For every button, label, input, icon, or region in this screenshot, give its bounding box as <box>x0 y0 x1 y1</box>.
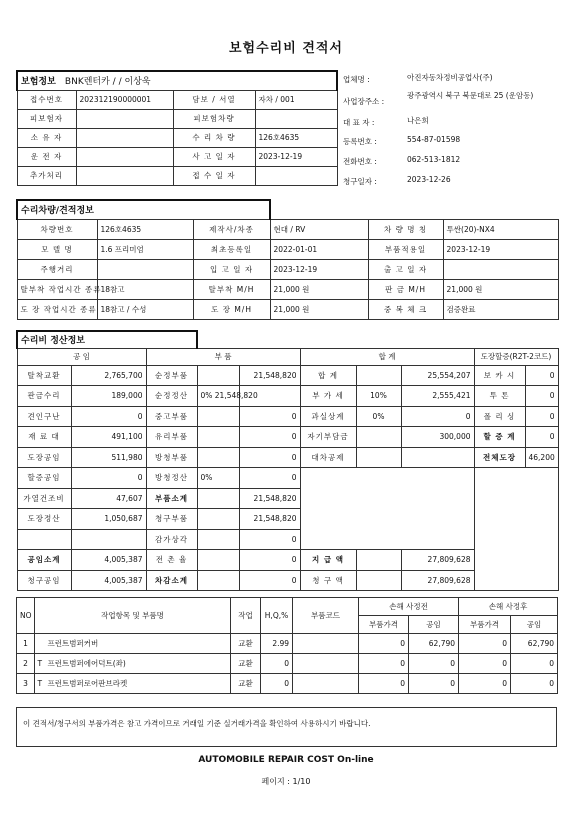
vehicle-value: 21,000 원 <box>443 279 558 299</box>
labor-label: 할증공임 <box>17 468 71 489</box>
labor-label: 판금수리 <box>17 386 71 407</box>
parts-label: 중고부품 <box>146 406 197 427</box>
col-before-price: 부품가격 <box>359 616 409 634</box>
footer-title: AUTOMOBILE REPAIR COST On-line <box>198 755 374 765</box>
item-after-labor: 0 <box>511 654 558 674</box>
business-value: 광주광역시 북구 북문대로 25 (운암동) <box>407 91 534 100</box>
parts-label: 유리부품 <box>146 427 197 448</box>
labor-value: 1,050,687 <box>71 509 146 530</box>
parts-value: 21,548,820 <box>239 365 300 386</box>
item-name: 프런트범퍼에어덕트(좌) <box>45 654 231 674</box>
vehicle-label: 판 금 M/H <box>368 279 443 299</box>
vehicle-row <box>17 279 558 299</box>
totals-rate <box>356 550 401 571</box>
vehicle-label: 차 량 명 칭 <box>368 219 443 239</box>
vehicle-row <box>17 239 558 259</box>
labor-label: 도장공임 <box>17 447 71 468</box>
col-work: 작업 <box>231 598 261 634</box>
vehicle-value: 126호4635 <box>97 219 193 239</box>
parts-label: 부품소계 <box>146 488 197 509</box>
labor-value: 511,980 <box>71 447 146 468</box>
paint-value: 46,200 <box>525 447 558 468</box>
vehicle-value: 18참고 / 수성 <box>97 299 193 319</box>
vehicle-label: 탈부착 M/H <box>193 279 270 299</box>
insurance-label: 운 전 자 <box>17 147 76 166</box>
insurance-value <box>76 147 173 166</box>
totals-value: 0 <box>401 406 474 427</box>
parts-value: 21,548,820 <box>239 509 300 530</box>
item-row <box>17 634 558 654</box>
item-no: 3 <box>17 674 35 694</box>
vehicle-label: 주행거리 <box>17 259 97 279</box>
col-name: 작업항목 및 부품명 <box>35 598 231 634</box>
item-before-labor: 0 <box>409 654 459 674</box>
insurance-label: 접수번호 <box>17 90 76 109</box>
item-row <box>17 654 558 674</box>
parts-value: 0 <box>239 529 300 550</box>
totals-label: 자기부담금 <box>300 427 356 448</box>
item-flag <box>35 634 45 654</box>
cost-section-label: 수리비 정산정보 <box>17 331 197 348</box>
insurance-label: 담보 / 서열 <box>173 90 255 109</box>
labor-value: 47,607 <box>71 488 146 509</box>
totals-rate <box>356 447 401 468</box>
parts-rate <box>197 447 239 468</box>
vehicle-value: 2022-01-01 <box>270 239 368 259</box>
item-after-labor: 0 <box>511 674 558 694</box>
insurance-section-label: 보험정보 <box>21 77 56 88</box>
parts-label: 감가상각 <box>146 529 197 550</box>
item-flag: T <box>35 654 45 674</box>
cost-row <box>17 406 558 427</box>
col-code: 부품코드 <box>293 598 359 634</box>
insurance-row <box>17 90 337 109</box>
col-before: 손해 사정전 <box>359 598 459 616</box>
col-after-price: 부품가격 <box>459 616 511 634</box>
insurance-value: 자차 / 001 <box>255 90 337 109</box>
insurance-table <box>16 70 338 186</box>
vehicle-label: 중 복 체 크 <box>368 299 443 319</box>
parts-rate <box>197 406 239 427</box>
parts-rate <box>197 570 239 591</box>
insurance-value <box>76 128 173 147</box>
insurance-label: 피보험자 <box>17 109 76 128</box>
insurance-company-value: BNK렌터카 / / 이상욱 <box>64 77 151 88</box>
paint-value: 0 <box>525 365 558 386</box>
vehicle-label: 출 고 일 자 <box>368 259 443 279</box>
item-hq: 0 <box>261 674 293 694</box>
paint-value: 0 <box>525 386 558 407</box>
item-hq: 0 <box>261 654 293 674</box>
item-before-labor: 62,790 <box>409 634 459 654</box>
insurance-row <box>17 128 337 147</box>
labor-value: 491,100 <box>71 427 146 448</box>
item-before-price: 0 <box>359 634 409 654</box>
parts-value: 0 <box>239 447 300 468</box>
labor-value: 189,000 <box>71 386 146 407</box>
totals-value: 300,000 <box>401 427 474 448</box>
business-label: 등록번호 : <box>343 137 377 146</box>
insurance-value: 202312190000001 <box>76 90 173 109</box>
col-before-labor: 공임 <box>409 616 459 634</box>
item-hq: 2.99 <box>261 634 293 654</box>
insurance-value <box>76 166 173 185</box>
labor-value <box>71 529 146 550</box>
labor-label: 도장정산 <box>17 509 71 530</box>
vehicle-label: 차량번호 <box>17 219 97 239</box>
parts-rate <box>197 509 239 530</box>
items-table <box>16 597 558 694</box>
insurance-value: 126호4635 <box>255 128 337 147</box>
item-no: 2 <box>17 654 35 674</box>
vehicle-value: 21,000 원 <box>270 279 368 299</box>
cost-row <box>17 386 558 407</box>
vehicle-row <box>17 259 558 279</box>
col-after: 손해 사정후 <box>459 598 558 616</box>
item-name: 프런트범퍼커버 <box>45 634 231 654</box>
labor-value: 4,005,387 <box>71 570 146 591</box>
cost-row <box>17 447 558 468</box>
business-value: 062-513-1812 <box>407 155 461 164</box>
paint-header: 도장할증(R2T-2코드) <box>474 348 558 365</box>
vehicle-value: 2023-12-19 <box>270 259 368 279</box>
item-code <box>293 634 359 654</box>
parts-rate <box>197 365 239 386</box>
item-after-price: 0 <box>459 634 511 654</box>
parts-value: 0 <box>239 427 300 448</box>
business-label: 청구일자 : <box>343 177 377 186</box>
insurance-label: 접 수 일 자 <box>173 166 255 185</box>
parts-rate <box>197 550 239 571</box>
parts-value: 0 <box>239 406 300 427</box>
totals-rate <box>356 427 401 448</box>
labor-label: 공임소계 <box>17 550 71 571</box>
totals-value: 2,555,421 <box>401 386 474 407</box>
paint-label: 보 카 시 <box>474 365 525 386</box>
item-name: 프런트범퍼로어판브라켓 <box>45 674 231 694</box>
labor-label: 재 료 대 <box>17 427 71 448</box>
vehicle-value <box>97 259 193 279</box>
insurance-value <box>255 109 337 128</box>
paint-value: 0 <box>525 406 558 427</box>
totals-value: 27,809,628 <box>401 570 474 591</box>
totals-label: 지 급 액 <box>300 550 356 571</box>
totals-rate <box>356 570 401 591</box>
vehicle-label: 도 장 작업시간 종류 <box>17 299 97 319</box>
page-title: 보험수리비 견적서 <box>229 41 343 56</box>
vehicle-label: 입 고 일 자 <box>193 259 270 279</box>
parts-label: 순정부품 <box>146 365 197 386</box>
paint-label: 투 톤 <box>474 386 525 407</box>
vehicle-table <box>16 199 559 320</box>
item-work: 교환 <box>231 634 261 654</box>
parts-header: 부 품 <box>146 348 300 365</box>
insurance-value <box>255 166 337 185</box>
insurance-value <box>76 109 173 128</box>
parts-rate <box>197 529 239 550</box>
vehicle-value: 2023-12-19 <box>443 239 558 259</box>
insurance-row <box>17 147 337 166</box>
parts-rate <box>197 488 239 509</box>
insurance-label: 추가처리 <box>17 166 76 185</box>
cost-row <box>17 427 558 448</box>
cost-row <box>17 365 558 386</box>
totals-label: 과실상계 <box>300 406 356 427</box>
vehicle-row <box>17 219 558 239</box>
labor-value: 2,765,700 <box>71 365 146 386</box>
labor-label: 탈착교환 <box>17 365 71 386</box>
insurance-label: 피보험차량 <box>173 109 255 128</box>
totals-rate: 0% <box>356 406 401 427</box>
insurance-value: 2023-12-19 <box>255 147 337 166</box>
totals-value: 25,554,207 <box>401 365 474 386</box>
totals-label: 합 계 <box>300 365 356 386</box>
parts-rate: 0% <box>197 468 239 489</box>
paint-empty <box>474 468 558 591</box>
parts-label: 차감소계 <box>146 570 197 591</box>
labor-value: 0 <box>71 406 146 427</box>
totals-label: 부 가 세 <box>300 386 356 407</box>
item-before-price: 0 <box>359 654 409 674</box>
item-no: 1 <box>17 634 35 654</box>
parts-value: 0 <box>239 550 300 571</box>
insurance-label: 사 고 일 자 <box>173 147 255 166</box>
labor-label: 청구공임 <box>17 570 71 591</box>
item-row <box>17 674 558 694</box>
totals-header: 합 계 <box>300 348 474 365</box>
labor-header: 공 임 <box>17 348 146 365</box>
page-number: 페이지 : 1/10 <box>261 777 311 786</box>
vehicle-section-label: 수리차량/견적정보 <box>17 200 270 219</box>
paint-label: 폴 리 싱 <box>474 406 525 427</box>
cost-table <box>16 330 559 591</box>
insurance-row <box>17 166 337 185</box>
vehicle-value: 투싼(20)-NX4 <box>443 219 558 239</box>
item-after-price: 0 <box>459 654 511 674</box>
vehicle-label: 제작사/차종 <box>193 219 270 239</box>
totals-rate <box>356 365 401 386</box>
item-after-price: 0 <box>459 674 511 694</box>
notice-box: 이 견적서/청구서의 부품가격은 참고 가격이므로 거래일 기준 실거래가격을 확인하여 사용하시기 바랍니다. <box>16 707 557 747</box>
item-work: 교환 <box>231 674 261 694</box>
vehicle-value <box>443 259 558 279</box>
parts-label: 순정정산 <box>146 386 197 407</box>
parts-label: 전 촌 율 <box>146 550 197 571</box>
item-before-labor: 0 <box>409 674 459 694</box>
parts-value: 0 <box>239 468 300 489</box>
parts-value: 0 <box>239 570 300 591</box>
totals-empty <box>300 468 474 550</box>
business-label: 사업장주소 : <box>343 97 385 106</box>
vehicle-value: 21,000 원 <box>270 299 368 319</box>
totals-label: 청 구 액 <box>300 570 356 591</box>
parts-rate: 0% 21,548,820 <box>197 386 239 407</box>
totals-rate: 10% <box>356 386 401 407</box>
business-label: 전화번호 : <box>343 157 377 166</box>
parts-value: 21,548,820 <box>239 488 300 509</box>
business-value: 2023-12-26 <box>407 175 451 184</box>
labor-label <box>17 529 71 550</box>
cost-row <box>17 468 558 489</box>
labor-label: 가열건조비 <box>17 488 71 509</box>
insurance-row <box>17 109 337 128</box>
business-value: 아진자동차정비공업사(주) <box>407 73 493 82</box>
totals-label: 대차공제 <box>300 447 356 468</box>
vehicle-value: 검증완료 <box>443 299 558 319</box>
business-label: 업체명 : <box>343 75 370 84</box>
labor-value: 0 <box>71 468 146 489</box>
item-code <box>293 654 359 674</box>
parts-rate <box>197 427 239 448</box>
vehicle-value: 18참고 <box>97 279 193 299</box>
business-value: 나은희 <box>407 116 429 125</box>
insurance-section-header <box>17 71 337 90</box>
col-no: NO <box>17 598 35 634</box>
totals-value: 27,809,628 <box>401 550 474 571</box>
col-hq: H,Q,% <box>261 598 293 634</box>
vehicle-value: 현대 / RV <box>270 219 368 239</box>
vehicle-label: 모 델 명 <box>17 239 97 259</box>
parts-label: 방청정산 <box>146 468 197 489</box>
vehicle-label: 도 장 M/H <box>193 299 270 319</box>
paint-label: 할 증 계 <box>474 427 525 448</box>
item-before-price: 0 <box>359 674 409 694</box>
totals-value <box>401 447 474 468</box>
vehicle-row <box>17 299 558 319</box>
item-work: 교환 <box>231 654 261 674</box>
item-after-labor: 62,790 <box>511 634 558 654</box>
paint-label: 전체도장 <box>474 447 525 468</box>
parts-label: 청구부품 <box>146 509 197 530</box>
vehicle-label: 부품적용일 <box>368 239 443 259</box>
vehicle-value: 1.6 프리미엄 <box>97 239 193 259</box>
vehicle-label: 탈부착 작업시간 종류 <box>17 279 97 299</box>
item-code <box>293 674 359 694</box>
insurance-label: 소 유 자 <box>17 128 76 147</box>
business-label: 대 표 자 : <box>343 118 375 127</box>
insurance-label: 수 리 차 량 <box>173 128 255 147</box>
business-value: 554-87-01598 <box>407 135 461 144</box>
item-flag: T <box>35 674 45 694</box>
paint-value: 0 <box>525 427 558 448</box>
parts-label: 방청부품 <box>146 447 197 468</box>
vehicle-label: 최초등록일 <box>193 239 270 259</box>
labor-label: 견인구난 <box>17 406 71 427</box>
labor-value: 4,005,387 <box>71 550 146 571</box>
col-after-labor: 공임 <box>511 616 558 634</box>
